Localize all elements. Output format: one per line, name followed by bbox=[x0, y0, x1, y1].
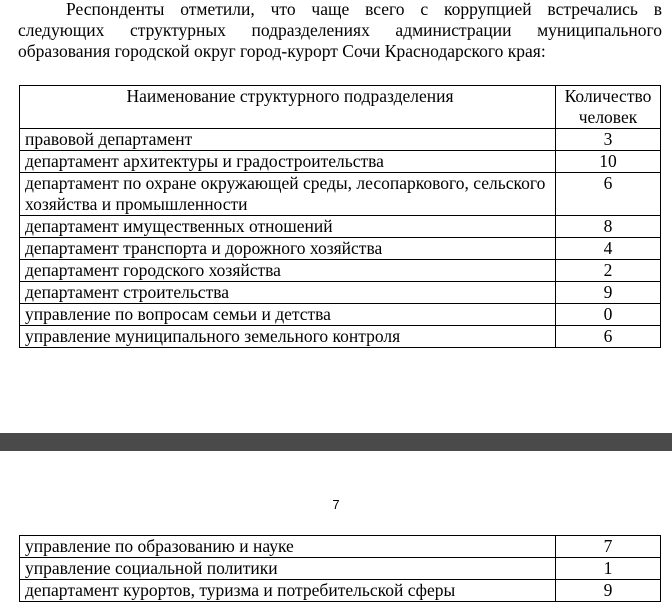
people-count: 10 bbox=[556, 151, 661, 173]
intro-line-3: образования городской округ город-курорт Сочи Краснодарского края: bbox=[18, 41, 546, 61]
table-row bbox=[20, 326, 661, 348]
table-row bbox=[20, 580, 661, 602]
table-row bbox=[20, 238, 661, 260]
department-name: управление социальной политики bbox=[20, 558, 556, 580]
page-separator bbox=[0, 433, 672, 451]
departments-table-continued bbox=[19, 535, 661, 602]
people-count: 9 bbox=[556, 282, 661, 304]
table-row bbox=[20, 129, 661, 151]
department-name: департамент строительства bbox=[20, 282, 556, 304]
people-count: 3 bbox=[556, 129, 661, 151]
header-department-name: Наименование структурного подразделения bbox=[20, 86, 556, 129]
department-name: департамент по охране окружающей среды, лесопаркового, сельского хозяйства и промышленности bbox=[20, 173, 556, 216]
department-name: департамент городского хозяйства bbox=[20, 260, 556, 282]
departments-table bbox=[19, 85, 661, 348]
table-row bbox=[20, 151, 661, 173]
table-row bbox=[20, 282, 661, 304]
people-count: 6 bbox=[556, 173, 661, 216]
intro-paragraph bbox=[18, 0, 662, 62]
department-name: правовой департамент bbox=[20, 129, 556, 151]
intro-line-2: следующих структурных подразделениях администрации муниципального bbox=[18, 20, 662, 40]
table-row bbox=[20, 173, 661, 216]
people-count: 8 bbox=[556, 216, 661, 238]
department-name: управление муниципального земельного контроля bbox=[20, 326, 556, 348]
department-name: департамент имущественных отношений bbox=[20, 216, 556, 238]
intro-line-1: Респонденты отметили, что чаще всего с коррупцией встречались в bbox=[66, 0, 662, 19]
table-header-row bbox=[20, 86, 661, 129]
page-number: 7 bbox=[332, 497, 340, 512]
department-name: департамент транспорта и дорожного хозяйства bbox=[20, 238, 556, 260]
table-row bbox=[20, 558, 661, 580]
people-count: 6 bbox=[556, 326, 661, 348]
people-count: 7 bbox=[556, 536, 661, 558]
people-count: 4 bbox=[556, 238, 661, 260]
table-row bbox=[20, 260, 661, 282]
department-name: департамент курортов, туризма и потребительской сферы bbox=[20, 580, 556, 602]
people-count: 0 bbox=[556, 304, 661, 326]
department-name: управление по вопросам семьи и детства bbox=[20, 304, 556, 326]
department-name: управление по образованию и науке bbox=[20, 536, 556, 558]
table-row bbox=[20, 216, 661, 238]
people-count: 2 bbox=[556, 260, 661, 282]
people-count: 9 bbox=[556, 580, 661, 602]
table-row bbox=[20, 536, 661, 558]
header-people-count: Количество человек bbox=[556, 86, 661, 129]
table-row bbox=[20, 304, 661, 326]
people-count: 1 bbox=[556, 558, 661, 580]
department-name: департамент архитектуры и градостроительства bbox=[20, 151, 556, 173]
